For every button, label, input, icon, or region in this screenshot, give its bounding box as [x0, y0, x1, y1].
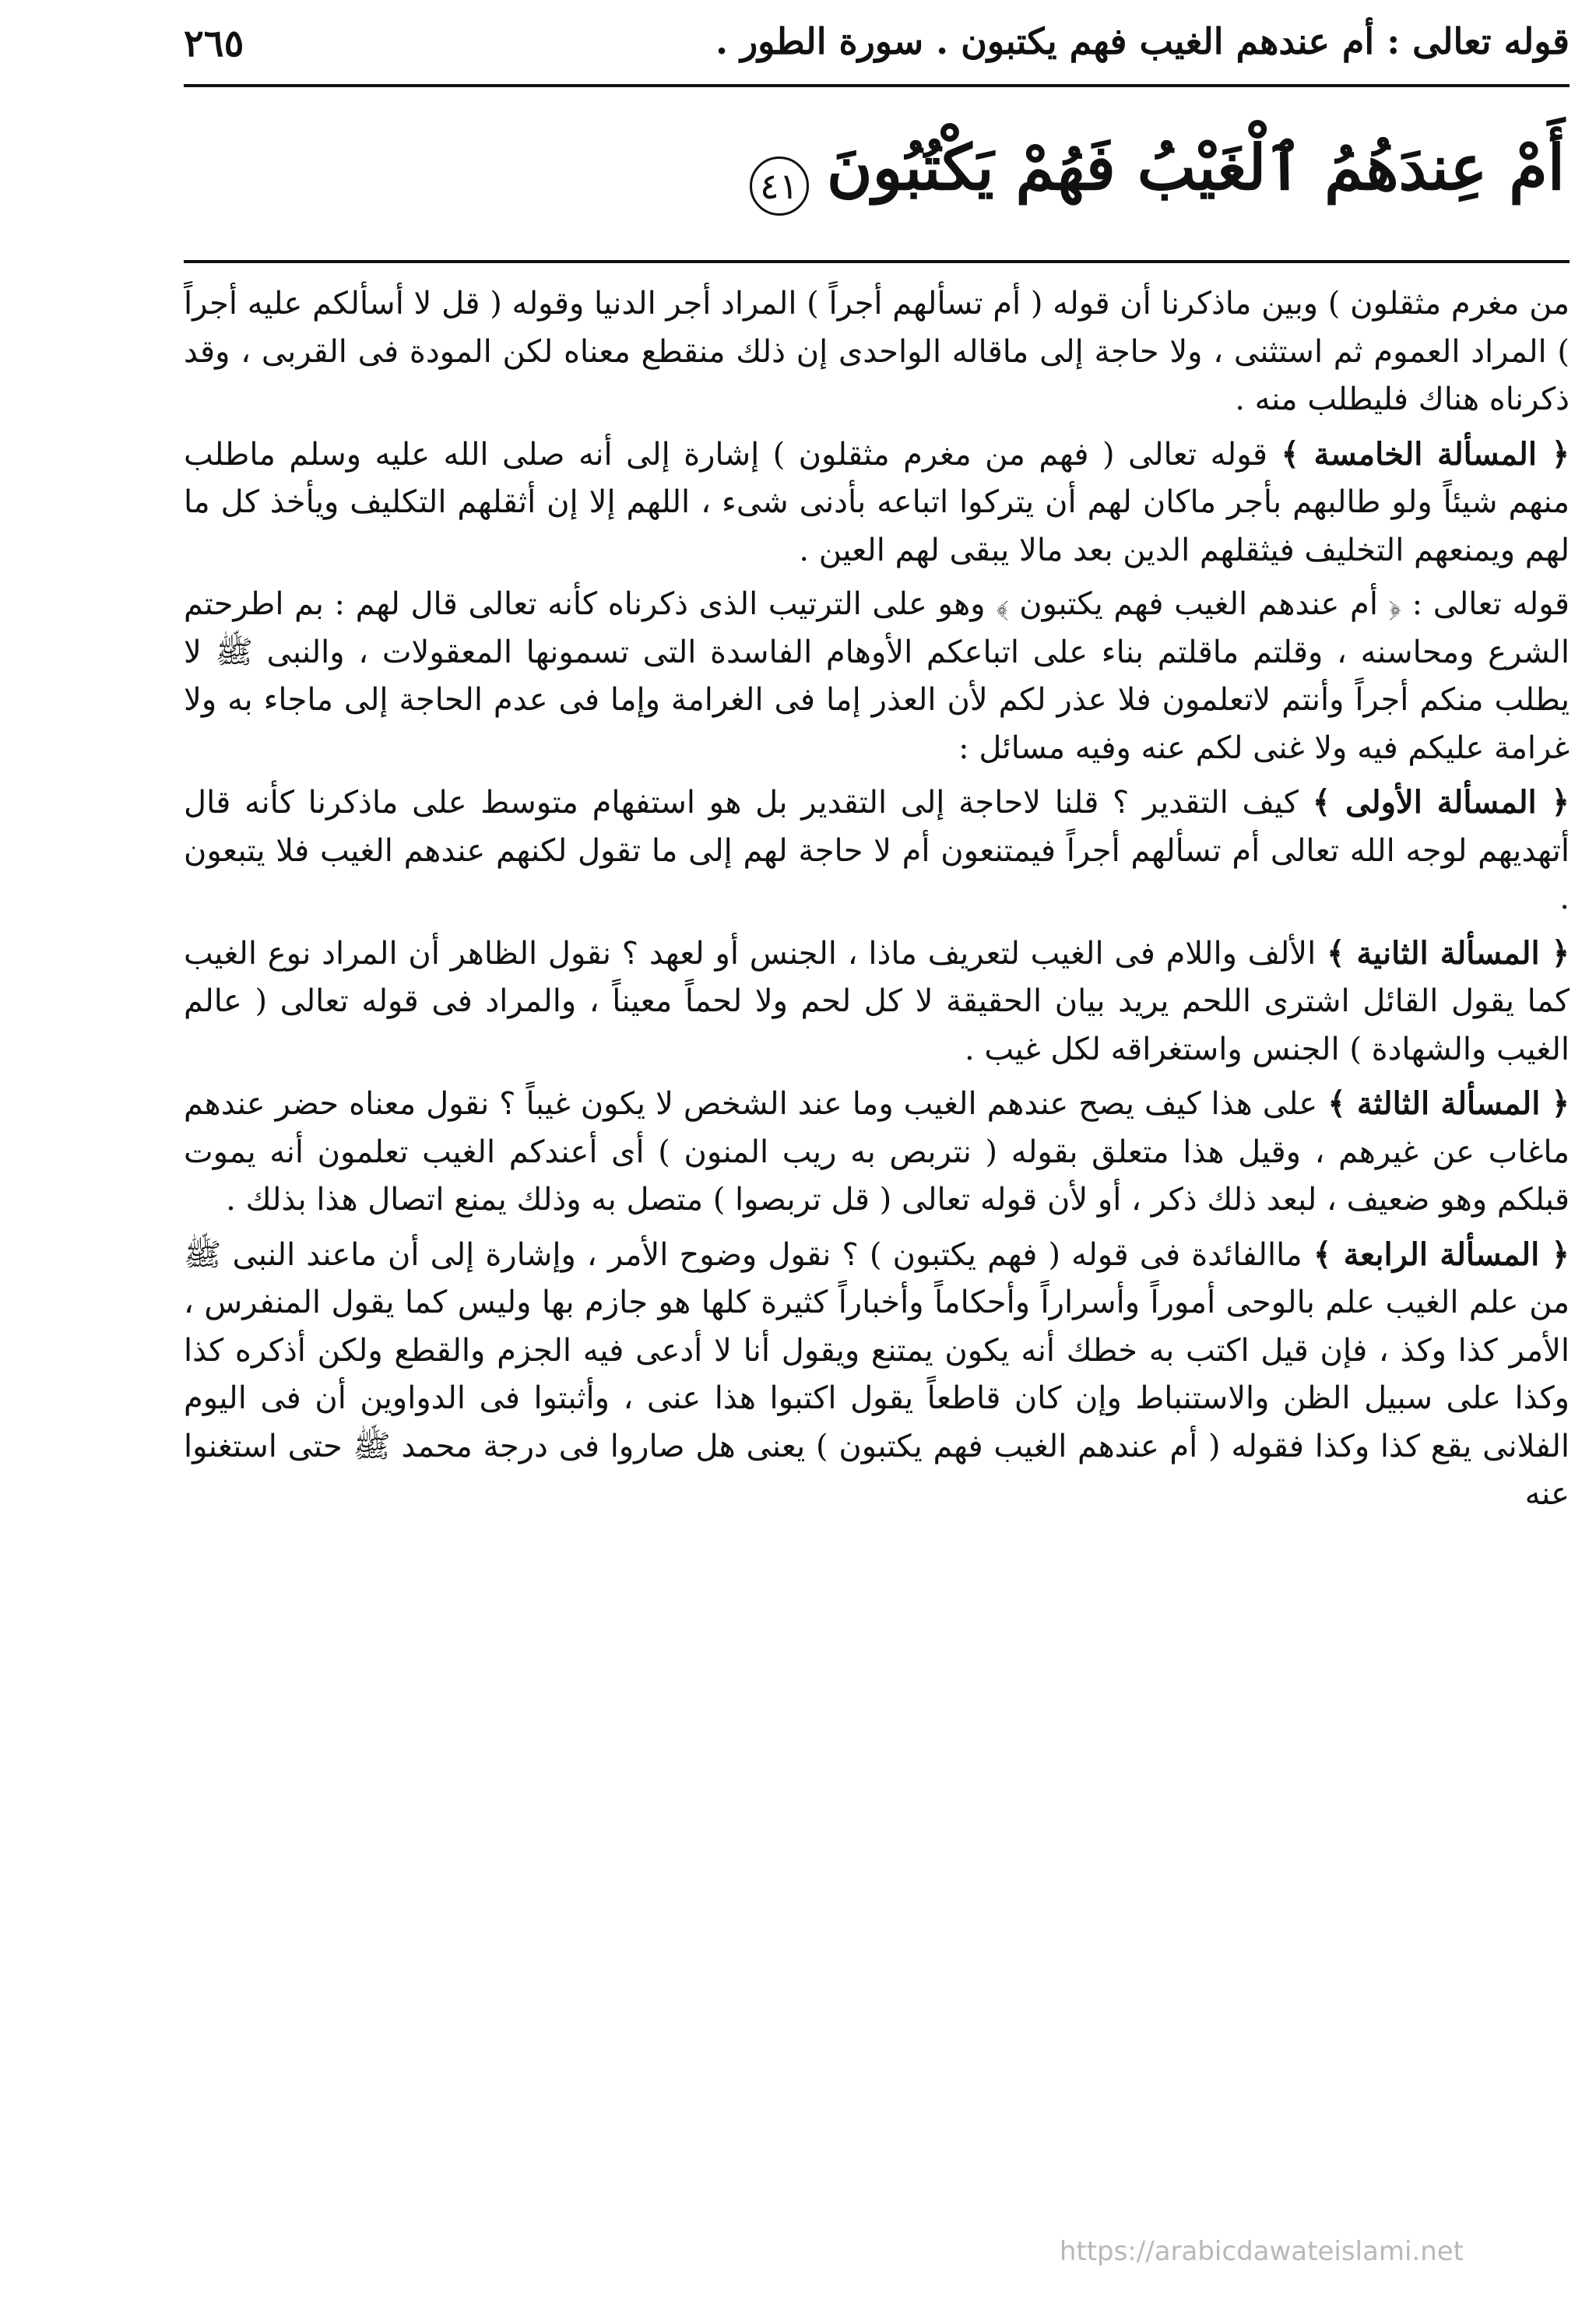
verse-number-marker: ٤١	[750, 156, 809, 216]
verse-text: أَمْ عِندَهُمُ ٱلْغَيْبُ فَهُمْ يَكْتُبُونَ	[826, 131, 1565, 204]
commentary-body	[184, 280, 1570, 2149]
verse-rule	[184, 260, 1570, 263]
paragraph	[184, 581, 1570, 772]
paragraph-text: قوله تعالى : ﴿ أم عندهم الغيب فهم يكتبون ﴾ وهو على الترتيب الذى ذكرناه كأنه تعالى قال لهم : بم اطرحتم الشرع ومحاسنه ، وقلتم ماقلتم بناء على اتباعكم الأوهام الفاسدة التى تسمونها المعقولات ، والنبى ﷺ لا يطلب منكم أجراً وأنتم لاتعلمون فلا عذر لكم لأن العذر إما فى الغرامة وإما فى عدم الحاجة إلى ماجاء به ولا غرامة عليكم فيه ولا غنى لكم عنه وفيه مسائل :	[184, 586, 1570, 766]
paragraph-text: ماالفائدة فى قوله ( فهم يكتبون ) ؟ نقول وضوح الأمر ، وإشارة إلى أن ماعند النبى ﷺ من علم الغيب علم بالوحى أموراً وأسراراً وأحكاماً وأخباراً كثيرة كلها هو جازم بها وليس كما يقول المنفرس ، الأمر كذا وكذ ، فإن قيل اكتب به خطك أنه يكون يمتنع ويقول أنا لا أدعى فيه الجزم والقطع ولكن أذكره كذا وكذا على سبيل الظن والاستنباط وإن كان قاطعاً يقول اكتبوا هذا عنى ، وأثبتوا فى الدواوين أن فى اليوم الفلانى يقع كذا وكذا فقوله ( أم عندهم الغيب فهم يكتبون ) يعنى هل صاروا فى درجة محمد ﷺ حتى استغنوا عنه	[184, 1236, 1570, 1512]
paragraph-text: كيف التقدير ؟ قلنا لاحاجة إلى التقدير بل هو استفهام متوسط على ماذكرنا كأنه قال أتهديهم لوجه الله تعالى أم تسألهم أجراً فيمتنعون أم لا حاجة لهم إلى ما تقول لكنهم عندهم الغيب فلا يتبعون .	[184, 785, 1570, 916]
paragraph	[184, 431, 1570, 575]
paragraph-text: من مغرم مثقلون ) وبين ماذكرنا أن قوله ( أم تسألهم أجراً ) المراد أجر الدنيا وقوله ( قل لا أسألكم عليه أجراً ) المراد العموم ثم استثنى ، ولا حاجة إلى ماقاله الواحدى إن ذلك منقطع معناه لكن المودة فى القربى ، وقد ذكرناه هناك فليطلب منه .	[184, 286, 1570, 417]
page-number: ٢٦٥	[184, 22, 244, 65]
paragraph	[184, 280, 1570, 424]
watermark-url: https://arabicdawateislami.net	[1059, 2236, 1464, 2267]
quran-verse	[210, 117, 1565, 234]
issue-heading: ﴿ المسألة الرابعة ﴾	[1313, 1236, 1570, 1273]
paragraph	[184, 1231, 1570, 1519]
page-header	[184, 16, 1570, 78]
issue-heading: ﴿ المسألة الأولى ﴾	[1312, 784, 1570, 821]
paragraph-text: على هذا كيف يصح عندهم الغيب وما عند الشخص لا يكون غيباً ؟ نقول معناه حضر عندهم ماغاب عن غيرهم ، وقيل هذا متعلق بقوله ( نتربص به ريب المنون ) أى أعندكم الغيب تعلمون أنه يموت قبلكم وهو ضعيف ، لبعد ذلك ذكر ، أو لأن قوله تعالى ( قل تربصوا ) متصل به وذلك يمنع اتصال هذا بذلك .	[184, 1086, 1570, 1218]
running-title: قوله تعالى : أم عندهم الغيب فهم يكتبون . سورة الطور .	[715, 20, 1570, 62]
header-rule	[184, 84, 1570, 87]
paragraph-text: قوله تعالى ( فهم من مغرم مثقلون ) إشارة إلى أنه صلى الله عليه وسلم ماطلب منهم شيئاً ولو طالبهم بأجر ماكان لهم أن يتركوا اتباعه بأدنى شىء ، اللهم إلا إن أثقلهم التكليف ويأخذ كل ما لهم ويمنعهم التخليف فيثقلهم الدين بعد مالا يبقى لهم العين .	[184, 436, 1570, 568]
issue-heading: ﴿ المسألة الثالثة ﴾	[1327, 1085, 1570, 1122]
paragraph	[184, 1080, 1570, 1225]
paragraph	[184, 779, 1570, 923]
paragraph	[184, 930, 1570, 1074]
issue-heading: ﴿ المسألة الخامسة ﴾	[1281, 435, 1570, 473]
issue-heading: ﴿ المسألة الثانية ﴾	[1327, 934, 1570, 972]
paragraph-text: الألف واللام فى الغيب لتعريف ماذا ، الجنس أو لعهد ؟ نقول الظاهر أن المراد نوع الغيب كما يقول القائل اشترى اللحم يريد بيان الحقيقة لا كل لحم ولا لحماً معيناً ، والمراد فى قوله تعالى ( عالم الغيب والشهادة ) الجنس واستغراقه لكل غيب .	[184, 935, 1570, 1067]
